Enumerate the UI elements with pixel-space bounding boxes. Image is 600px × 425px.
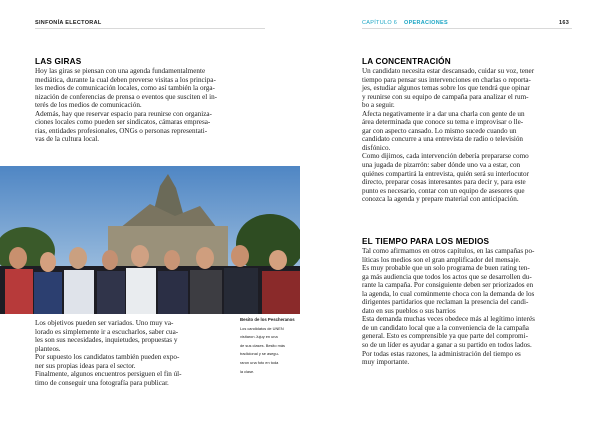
text-line: nización de conferencias de prensa o eventos que susciten el in- [35,92,218,101]
giras-body-text [35,319,235,387]
medios-body-text [362,247,572,367]
text-line: ga más audiencia que todos los actos que se desarrollen du- [362,272,532,281]
text-line: área determinada que conoce su tema e improvisar o lle- [362,118,524,127]
text-line: general. Esto es comprensible ya que parte del compromi- [362,332,528,341]
text-line: ner sus propias ideas para el sector. [35,361,136,370]
text-line: quiénes compartirá la entrevista, quién será su interlocutor [362,169,529,178]
text-line: gar con aspecto cansado. Lo mismo sucede cuando un [362,126,517,135]
text-line: les medios de comunicación locales, como así también la orga- [35,84,215,93]
text-line: les son sus necesidades, inquietudes, propuestas y [35,336,178,345]
text-line: dato en sus pueblos o sus barrios [362,306,456,315]
text-line: terés de los medios de comunicación. [35,101,142,110]
text-line: vas de la cultura local. [35,135,100,144]
header-rule-left [35,28,265,29]
text-line: raron una foto en toda [240,359,279,365]
campaign-group-photo [0,166,300,314]
running-header-chapter: CAPÍTULO 6 [362,20,398,26]
text-line: Además, hay que reservar espacio para reunirse con organiza- [35,109,212,118]
text-line: lorado es simplemente ir a escucharlos, saber cua- [35,327,179,336]
section-heading-giras: LAS GIRAS [35,57,82,66]
page-number: 163 [559,20,570,26]
text-line: líticas los medios son el gran amplificador del mensaje. [362,255,521,264]
text-line: planteos. [35,344,61,353]
text-line: dirigentes partidarios que reclaman la presencia del candi- [362,298,529,307]
text-line: so de un líder es ayudar a ganar a su partido en todos lados. [362,341,532,350]
section-heading-concentracion: LA CONCENTRACIÓN [362,57,451,66]
text-line: Como dijimos, cada intervención debería prepararse como [362,152,529,161]
text-line: tiempo para pensar sus intervenciones en charlas o reporta- [362,75,531,84]
section-heading-medios: EL TIEMPO PARA LOS MEDIOS [362,237,490,246]
text-line: la agenda, lo cual comúnmente choca con la demanda de los [362,289,535,298]
text-line: disfónico. [362,143,391,152]
text-line: timo de conseguir una fotografía para publicar. [35,378,169,387]
text-line: jes, estudiar algunos temas sobre los que tendrá que opinar [362,84,530,93]
text-line: Hoy las giras se piensan con una agenda fundamentalmente [35,67,206,75]
text-line: una jugada de pizarrón: saber dónde uno va a estar, con [362,161,521,170]
text-line: de sus clases. Besito más [240,342,285,348]
caption-text [240,327,295,375]
text-line: Un candidato necesita estar descansado, cuidar su voz, tener [362,67,535,75]
text-line: Tal como afirmamos en otros capítulos, en las campañas po- [362,247,535,255]
text-line: bo a seguir. [362,101,395,110]
text-line: Por supuesto los candidatos también pueden expo- [35,353,180,362]
text-line: Por todas estas razones, la administración del tiempo es [362,349,521,358]
running-header-section: OPERACIONES [404,20,448,26]
text-line: rias, entidades profesionales, ONGs o personas representati- [35,126,208,135]
text-line: Los objetivos pueden ser variados. Uno muy va- [35,319,174,327]
header-rule-right [362,28,572,29]
caption-title: Besito de los Pescheranos [240,317,295,322]
text-line: mediática, durante la cual deben preverse visitas a los principa- [35,75,216,84]
text-line: candidato concurre a una entrevista de radio o televisión [362,135,523,144]
text-line: rante la campaña. Por consiguiente deben ser priorizados en [362,281,534,290]
text-line: y reunirse con su equipo de campaña para analizar el rum- [362,92,529,101]
text-line: Los candidatos de UNEN [240,325,284,331]
text-line: la clase. [240,368,255,374]
photo-caption [240,318,295,378]
text-line: Es muy probable que un solo programa de buen rating ten- [362,264,530,273]
text-line: muy importante. [362,358,410,367]
text-line: de un candidato local que a la conveniencia de la campaña [362,323,529,332]
text-line: ciones locales como pueden ser sindicatos, cámaras empresa- [35,118,211,127]
concentracion-body-text [362,67,572,204]
running-header-book-title: SINFONÍA ELECTORAL [35,20,102,26]
text-line: directo, preparar cosas interesantes para decir y, para este [362,178,526,187]
text-line: Esta demanda muchas veces obedece más al legítimo interés [362,315,535,324]
text-line: punto es necesario, contar con un equipo de asesores que [362,186,525,195]
text-line: Finalmente, algunos encuentros persiguen el fin úl- [35,370,182,379]
text-line: Afecta negativamente ir a dar una charla con gente de un [362,109,525,118]
giras-intro-text [35,67,268,144]
text-line: tradicional y se asegu- [240,351,279,357]
text-line: conozca la agenda y prepare material con anticipación. [362,195,519,204]
text-line: visitaron Jujuy en una [240,334,278,340]
